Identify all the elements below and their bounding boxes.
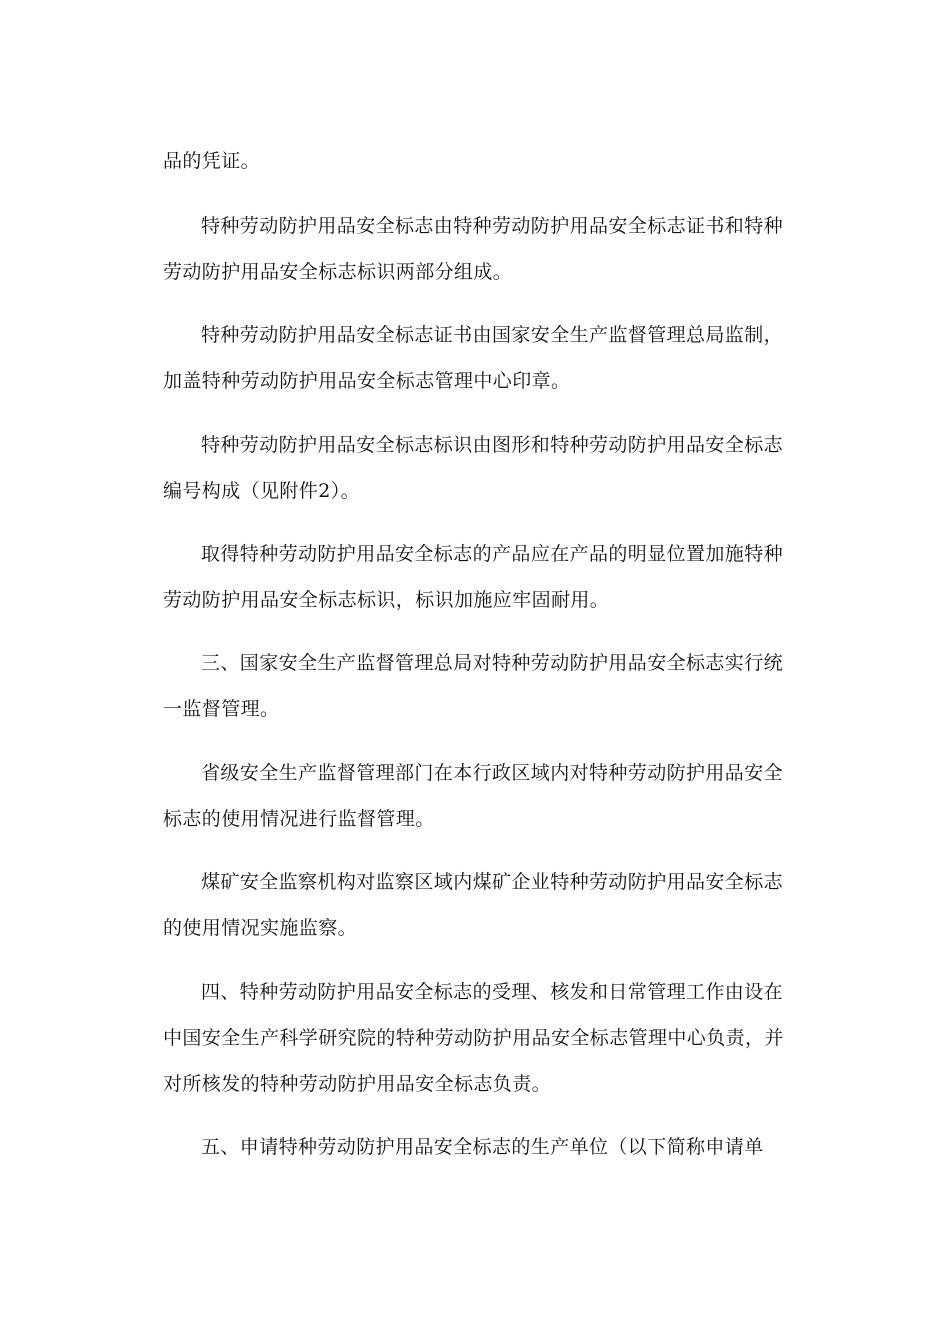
- paragraph-first-line: 特种劳动防护用品安全标志标识由图形和特种劳动防护用品安全标志: [201, 434, 784, 456]
- paragraph-first-line: 特种劳动防护用品安全标志由特种劳动防护用品安全标志证书和特种: [201, 215, 784, 237]
- paragraph-first-line: 取得特种劳动防护用品安全标志的产品应在产品的明显位置加施特种: [201, 543, 784, 565]
- paragraph-first-line: 煤矿安全监察机构对监察区域内煤矿企业特种劳动防护用品安全标志: [201, 871, 784, 893]
- text-line: 劳动防护用品安全标志标识，标识加施应牢固耐用。: [163, 589, 610, 611]
- text-line: 品的凭证。: [163, 150, 261, 172]
- paragraph-first-line: 特种劳动防护用品安全标志证书由国家安全生产监督管理总局监制，: [201, 324, 784, 346]
- text-line: 编号构成（见附件2）。: [163, 480, 360, 502]
- text-line: 对所核发的特种劳动防护用品安全标志负责。: [163, 1073, 552, 1095]
- paragraph-first-line: 五、申请特种劳动防护用品安全标志的生产单位（以下简称申请单: [201, 1136, 764, 1158]
- text-line: 中国安全生产科学研究院的特种劳动防护用品安全标志管理中心负责，并: [163, 1027, 784, 1049]
- text-line: 加盖特种劳动防护用品安全标志管理中心印章。: [163, 370, 571, 392]
- text-line: 的使用情况实施监察。: [163, 917, 358, 939]
- text-line: 一监督管理。: [163, 698, 280, 720]
- text-line: 劳动防护用品安全标志标识两部分组成。: [163, 261, 513, 283]
- text-line: 标志的使用情况进行监督管理。: [163, 808, 435, 830]
- paragraph-first-line: 三、国家安全生产监督管理总局对特种劳动防护用品安全标志实行统: [201, 652, 784, 674]
- paragraph-first-line: 省级安全生产监督管理部门在本行政区域内对特种劳动防护用品安全: [201, 762, 784, 784]
- paragraph-first-line: 四、特种劳动防护用品安全标志的受理、核发和日常管理工作由设在: [201, 981, 784, 1003]
